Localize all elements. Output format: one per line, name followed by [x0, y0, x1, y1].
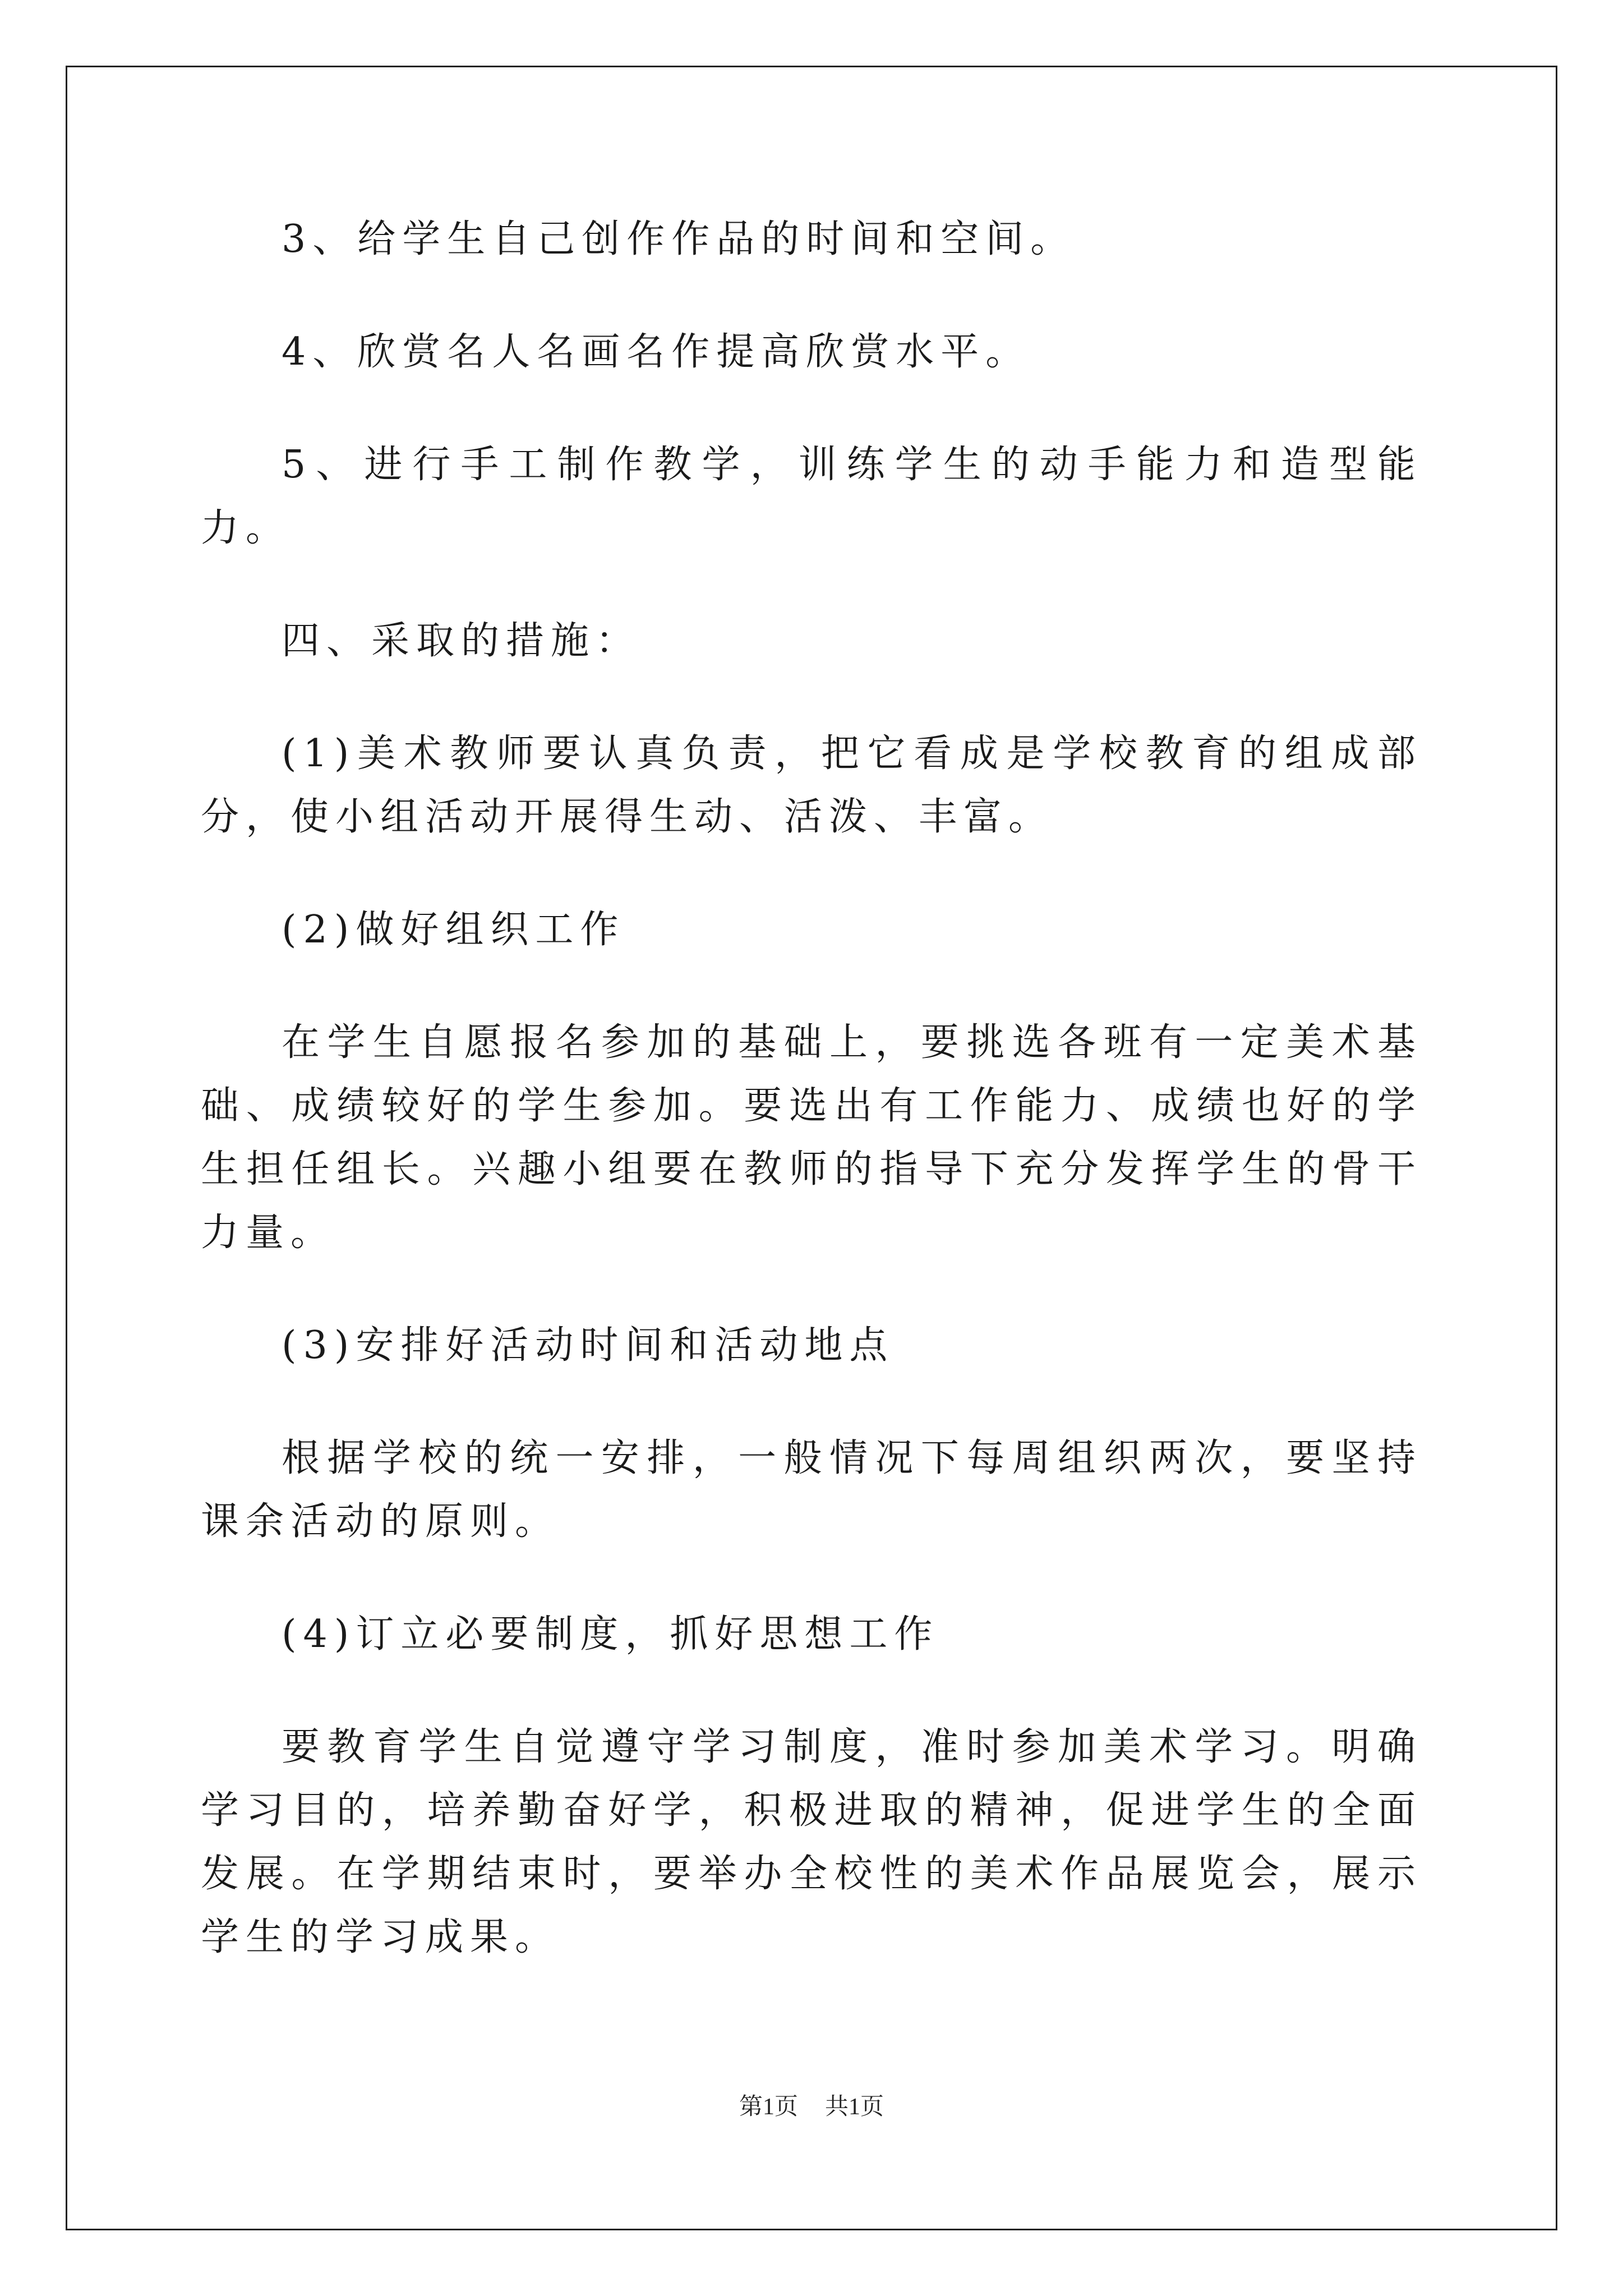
- page-number-total: 共1页: [825, 2094, 884, 2120]
- paragraph-item-4: 4、欣赏名人名画名作提高欣赏水平。: [282, 330, 1031, 374]
- subheading-measure-3: (3)安排好活动时间和活动地点: [282, 1323, 895, 1368]
- paragraph-measure-3-body: 根据学校的统一安排，一般情况下每周组织两次，要坚持课余活动的原则。: [201, 1436, 1422, 1544]
- page-number-current: 第1页: [739, 2094, 798, 2120]
- paragraph-item-3: 3、给学生自己创作作品的时间和空间。: [282, 217, 1076, 261]
- section-heading-measures: 四、采取的措施：: [282, 619, 641, 663]
- page-footer: [0, 2088, 1623, 2122]
- subheading-measure-4: (4)订立必要制度，抓好思想工作: [282, 1612, 939, 1657]
- paragraph-measure-2-body: 在学生自愿报名参加的基础上，要挑选各班有一定美术基础、成绩较好的学生参加。要选出有工作能力、成绩也好的学生担任组长。兴趣小组要在教师的指导下充分发挥学生的骨干力量。: [201, 1020, 1422, 1255]
- paragraph-item-5: 5、进行手工制作教学，训练学生的动手能力和造型能力。: [201, 443, 1422, 550]
- document-body: [201, 208, 1422, 1969]
- paragraph-measure-4-body: 要教育学生自觉遵守学习制度，准时参加美术学习。明确学习目的，培养勤奋好学，积极进取的精神，促进学生的全面发展。在学期结束时，要举办全校性的美术作品展览会，展示学生的学习成果。: [201, 1725, 1422, 1959]
- subheading-measure-2: (2)做好组织工作: [282, 908, 625, 952]
- paragraph-measure-1: (1)美术教师要认真负责，把它看成是学校教育的组成部分，使小组活动开展得生动、活泼、丰富。: [201, 731, 1422, 839]
